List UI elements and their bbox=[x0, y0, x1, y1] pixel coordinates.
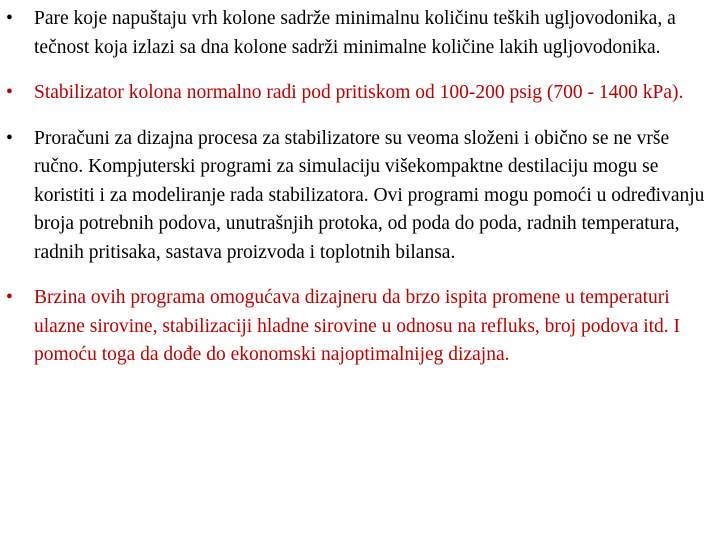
bullet-item-3 bbox=[0, 125, 712, 268]
bullet-list bbox=[0, 5, 712, 387]
bullet-text: Stabilizator kolona normalno radi pod pritiskom od 100-200 psig (700 - 1400 kPa). bbox=[34, 82, 684, 103]
bullet-marker: • bbox=[6, 287, 13, 308]
bullet-marker: • bbox=[6, 8, 13, 29]
bullet-marker: • bbox=[6, 127, 13, 149]
bullet-text: Proračuni za dizajna procesa za stabilizatore su veoma složeni i obično se ne vrše ručno. Kompjuterski programi za simulaciju višekompaktne destilaciju mogu se koristiti i za modeliranje rada stabilizatora. Ovi programi mogu pomoći u određivanju broja potrebnih podova, unutrašnjih protoka, od poda do poda, radnih temperatura, radnih pritisaka, sastava proizvoda i toplotnih bilansa. bbox=[34, 127, 705, 263]
bullet-item-1 bbox=[0, 5, 712, 62]
bullet-item-4 bbox=[0, 284, 712, 370]
bullet-marker: • bbox=[6, 82, 13, 103]
bullet-text: Pare koje napuštaju vrh kolone sadrže minimalnu količinu teških ugljovodonika, a tečnost koja izlazi sa dna kolone sadrži minimalne količine lakih ugljovodonika. bbox=[34, 8, 676, 58]
bullet-item-2 bbox=[0, 79, 712, 108]
bullet-text: Brzina ovih programa omogućava dizajneru da brzo ispita promene u temperaturi ulazne sirovine, stabilizaciji hladne sirovine u odnosu na refluks, broj podova itd. I pomoću toga da dođe do ekonomski najoptimalnijeg dizajna. bbox=[34, 287, 681, 365]
